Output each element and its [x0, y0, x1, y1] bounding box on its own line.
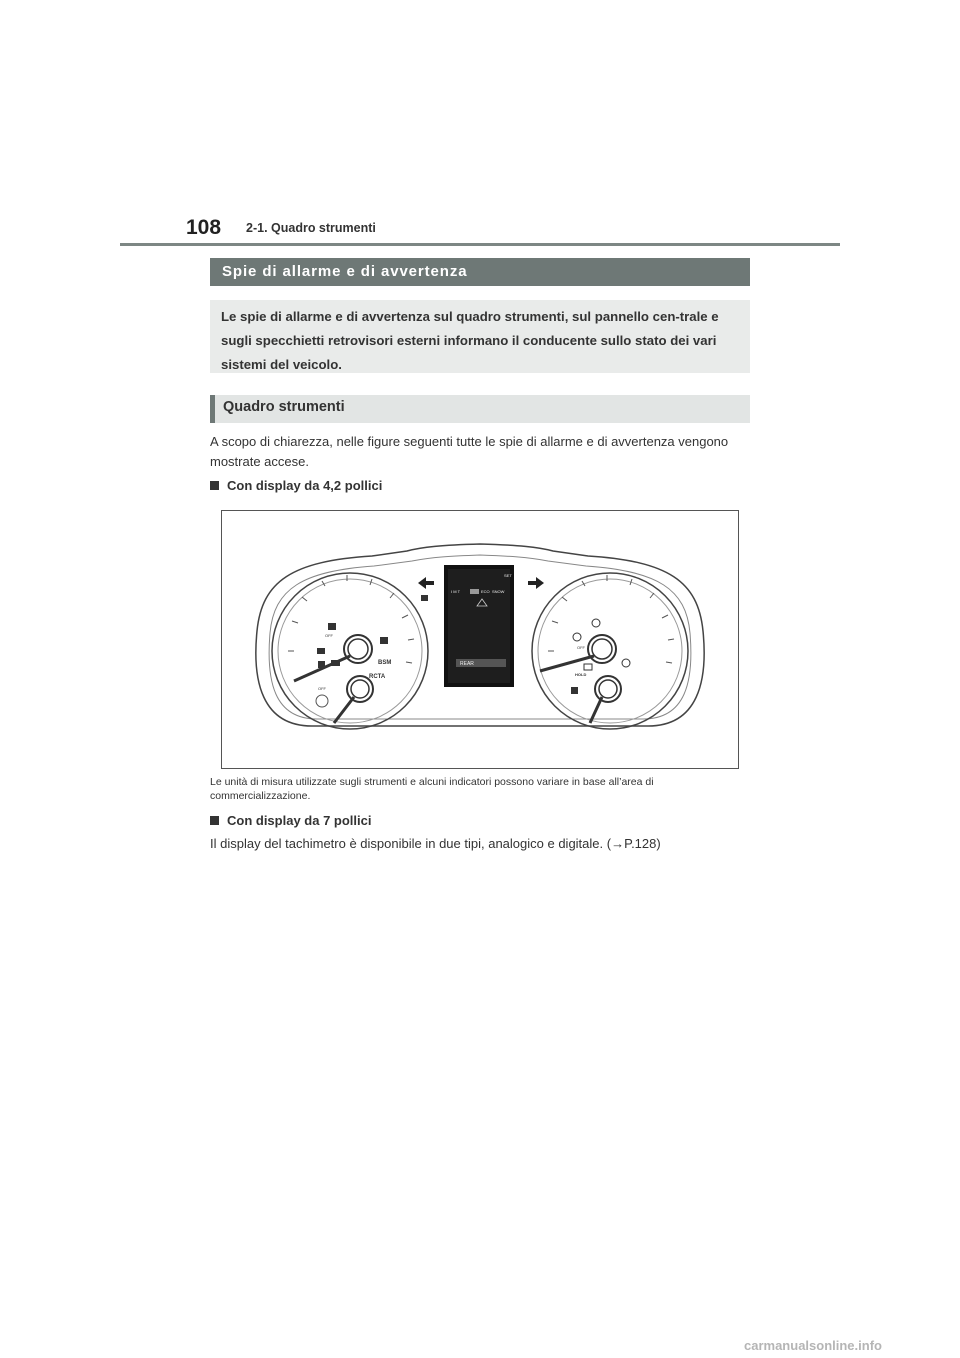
instrument-cluster-illustration — [222, 511, 738, 768]
set-label: SET — [504, 573, 512, 578]
intro-box — [210, 300, 750, 373]
chapter-header: 2-1. Quadro strumenti — [246, 221, 376, 235]
center-display — [444, 565, 514, 687]
right-turn-arrow-icon — [528, 577, 544, 589]
off-label-left-2: OFF — [318, 686, 326, 691]
bsm-label: BSM — [378, 660, 392, 666]
off-label-right: OFF — [577, 645, 585, 650]
bullet-heading-4-2 — [210, 478, 382, 493]
reference-paragraph: Il display del tachimetro è disponibile in due tipi, analogico e digitale. (→P.128) — [210, 836, 661, 851]
hold-label: HOLD — [575, 672, 587, 677]
figure-caption: Le unità di misura utilizzate sugli strumenti e alcuni indicatori possono variare in base all’area di commercializzazione. — [210, 776, 654, 802]
eco-label: ECO — [481, 589, 490, 594]
imt-label: I M T — [451, 589, 461, 594]
left-gauge — [272, 573, 428, 729]
instrument-cluster-figure — [221, 510, 739, 769]
bullet-heading-text: Con display da 4,2 pollici — [227, 478, 383, 493]
square-bullet-icon — [210, 481, 219, 490]
headlight-icon — [421, 595, 428, 601]
right-gauge — [532, 573, 688, 729]
rear-label: REAR — [460, 661, 474, 667]
section-title: Spie di allarme e di avvertenza — [222, 263, 468, 280]
section-title-bar — [210, 258, 750, 286]
bullet-heading-text: Con display da 7 pollici — [227, 813, 372, 828]
square-bullet-icon — [210, 816, 219, 825]
intro-text: Le spie di allarme e di avvertenza sul quadro strumenti, sul pannello cen-trale e sugli specchietti retrovisori esterni informano il conducente sullo stato dei vari sistemi del veicolo. — [221, 309, 719, 372]
off-label-left: OFF — [325, 633, 333, 638]
left-turn-arrow-icon — [418, 577, 434, 589]
watermark: carmanualsonline.info — [744, 1338, 882, 1353]
header-divider — [120, 243, 840, 246]
body-paragraph: A scopo di chiarezza, nelle figure seguenti tutte le spie di allarme e di avvertenza vengono mostrate accese. — [210, 434, 729, 469]
snow-label: SNOW — [492, 589, 505, 594]
bullet-heading-7 — [210, 813, 371, 828]
rcta-label: RCTA — [369, 674, 386, 680]
subsection-title: Quadro strumenti — [223, 399, 345, 415]
page-number: 108 — [186, 216, 222, 239]
subsection-title-bar — [210, 395, 750, 423]
